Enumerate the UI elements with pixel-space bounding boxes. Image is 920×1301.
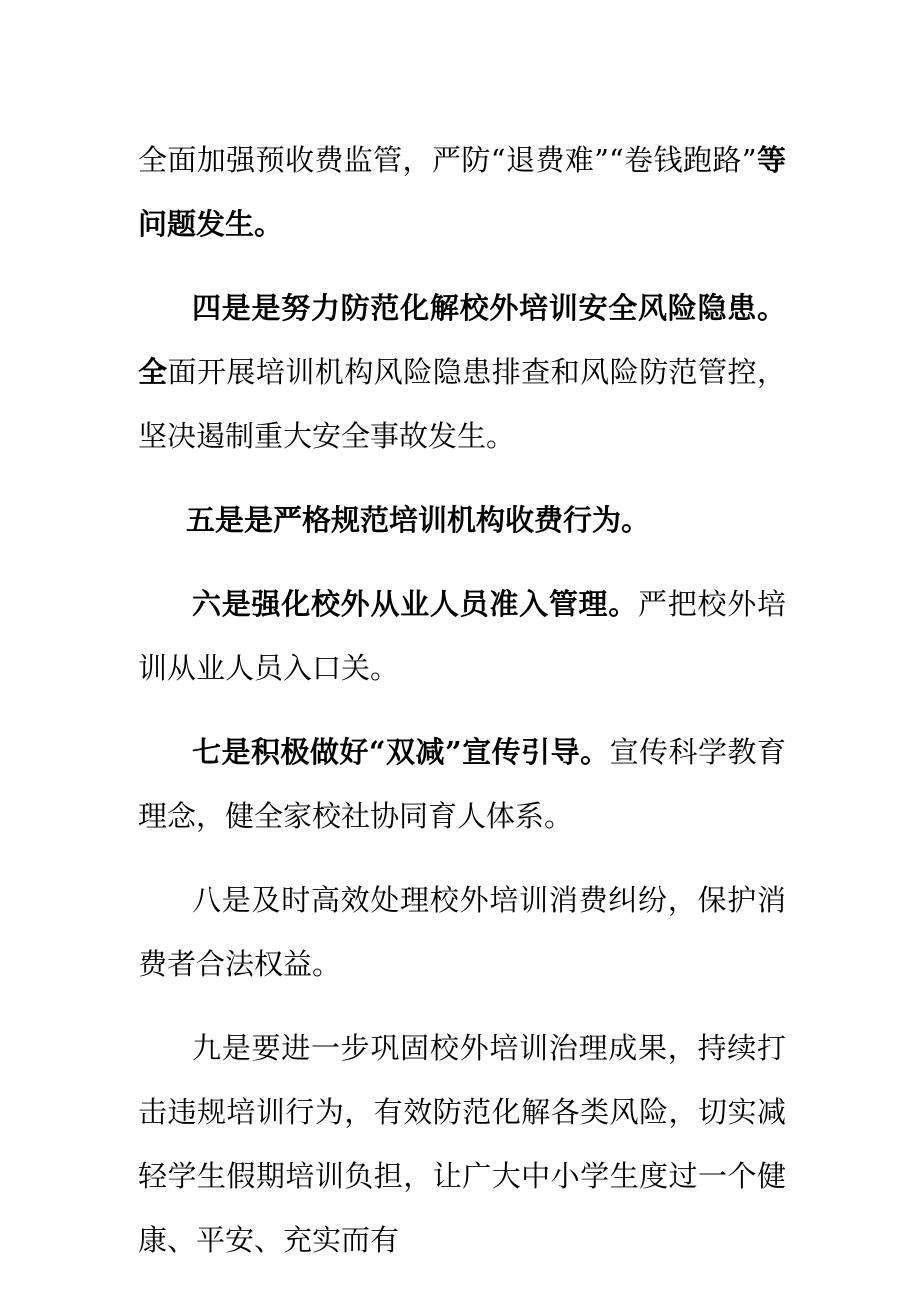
paragraph-staff-admission <box>138 572 786 700</box>
paragraph-text: 八是及时高效处理校外培训消费纠纷，保护消费者合法权益。 <box>138 883 786 981</box>
paragraph-gap <box>138 256 786 276</box>
paragraph-gap <box>138 996 786 1016</box>
paragraph-text: 全面加强预收费监管，严防“退费难”“卷钱跑路” <box>138 143 757 177</box>
paragraph-gap <box>138 848 786 868</box>
paragraph-heading: 四是是努力防范化解校外培训安全风险隐患。 <box>192 291 786 325</box>
paragraph-gap <box>138 700 786 720</box>
paragraph-text: 宣传科学教育理念，健全家校社协同育人体系。 <box>138 735 786 833</box>
paragraph-text: 九是要进一步巩固校外培训治理成果，持续打击违规培训行为，有效防范化解各类风险，切实减轻学生假期培训负担，让广大中小学生度过一个健康、平安、充实而有 <box>138 1031 786 1257</box>
paragraph-safety-risk <box>138 276 786 468</box>
paragraph-heading: 五是是严格规范培训机构收费行为。 <box>186 503 651 537</box>
paragraph-gap <box>138 552 786 572</box>
paragraph-consolidate-results <box>138 1016 786 1272</box>
document-page <box>138 128 786 1272</box>
paragraph-heading: 六是强化校外从业人员准入管理。 <box>192 587 639 621</box>
paragraph-heading: 七是积极做好“双减”宣传引导。 <box>192 735 610 769</box>
paragraph-bold-text: 全 <box>138 355 168 389</box>
paragraph-prepaid-fee-supervision <box>138 128 786 256</box>
paragraph-fee-regulation <box>138 488 786 552</box>
paragraph-publicity <box>138 720 786 848</box>
paragraph-consumer-disputes <box>138 868 786 996</box>
paragraph-gap <box>138 468 786 488</box>
paragraph-text: 面开展培训机构风险隐患排查和风险防范管控，坚决遏制重大安全事故发生。 <box>138 355 786 453</box>
paragraph-text: 严把校外培训从业人员入口关。 <box>138 587 786 685</box>
paragraph-bold-text: 等问题发生。 <box>138 143 786 241</box>
